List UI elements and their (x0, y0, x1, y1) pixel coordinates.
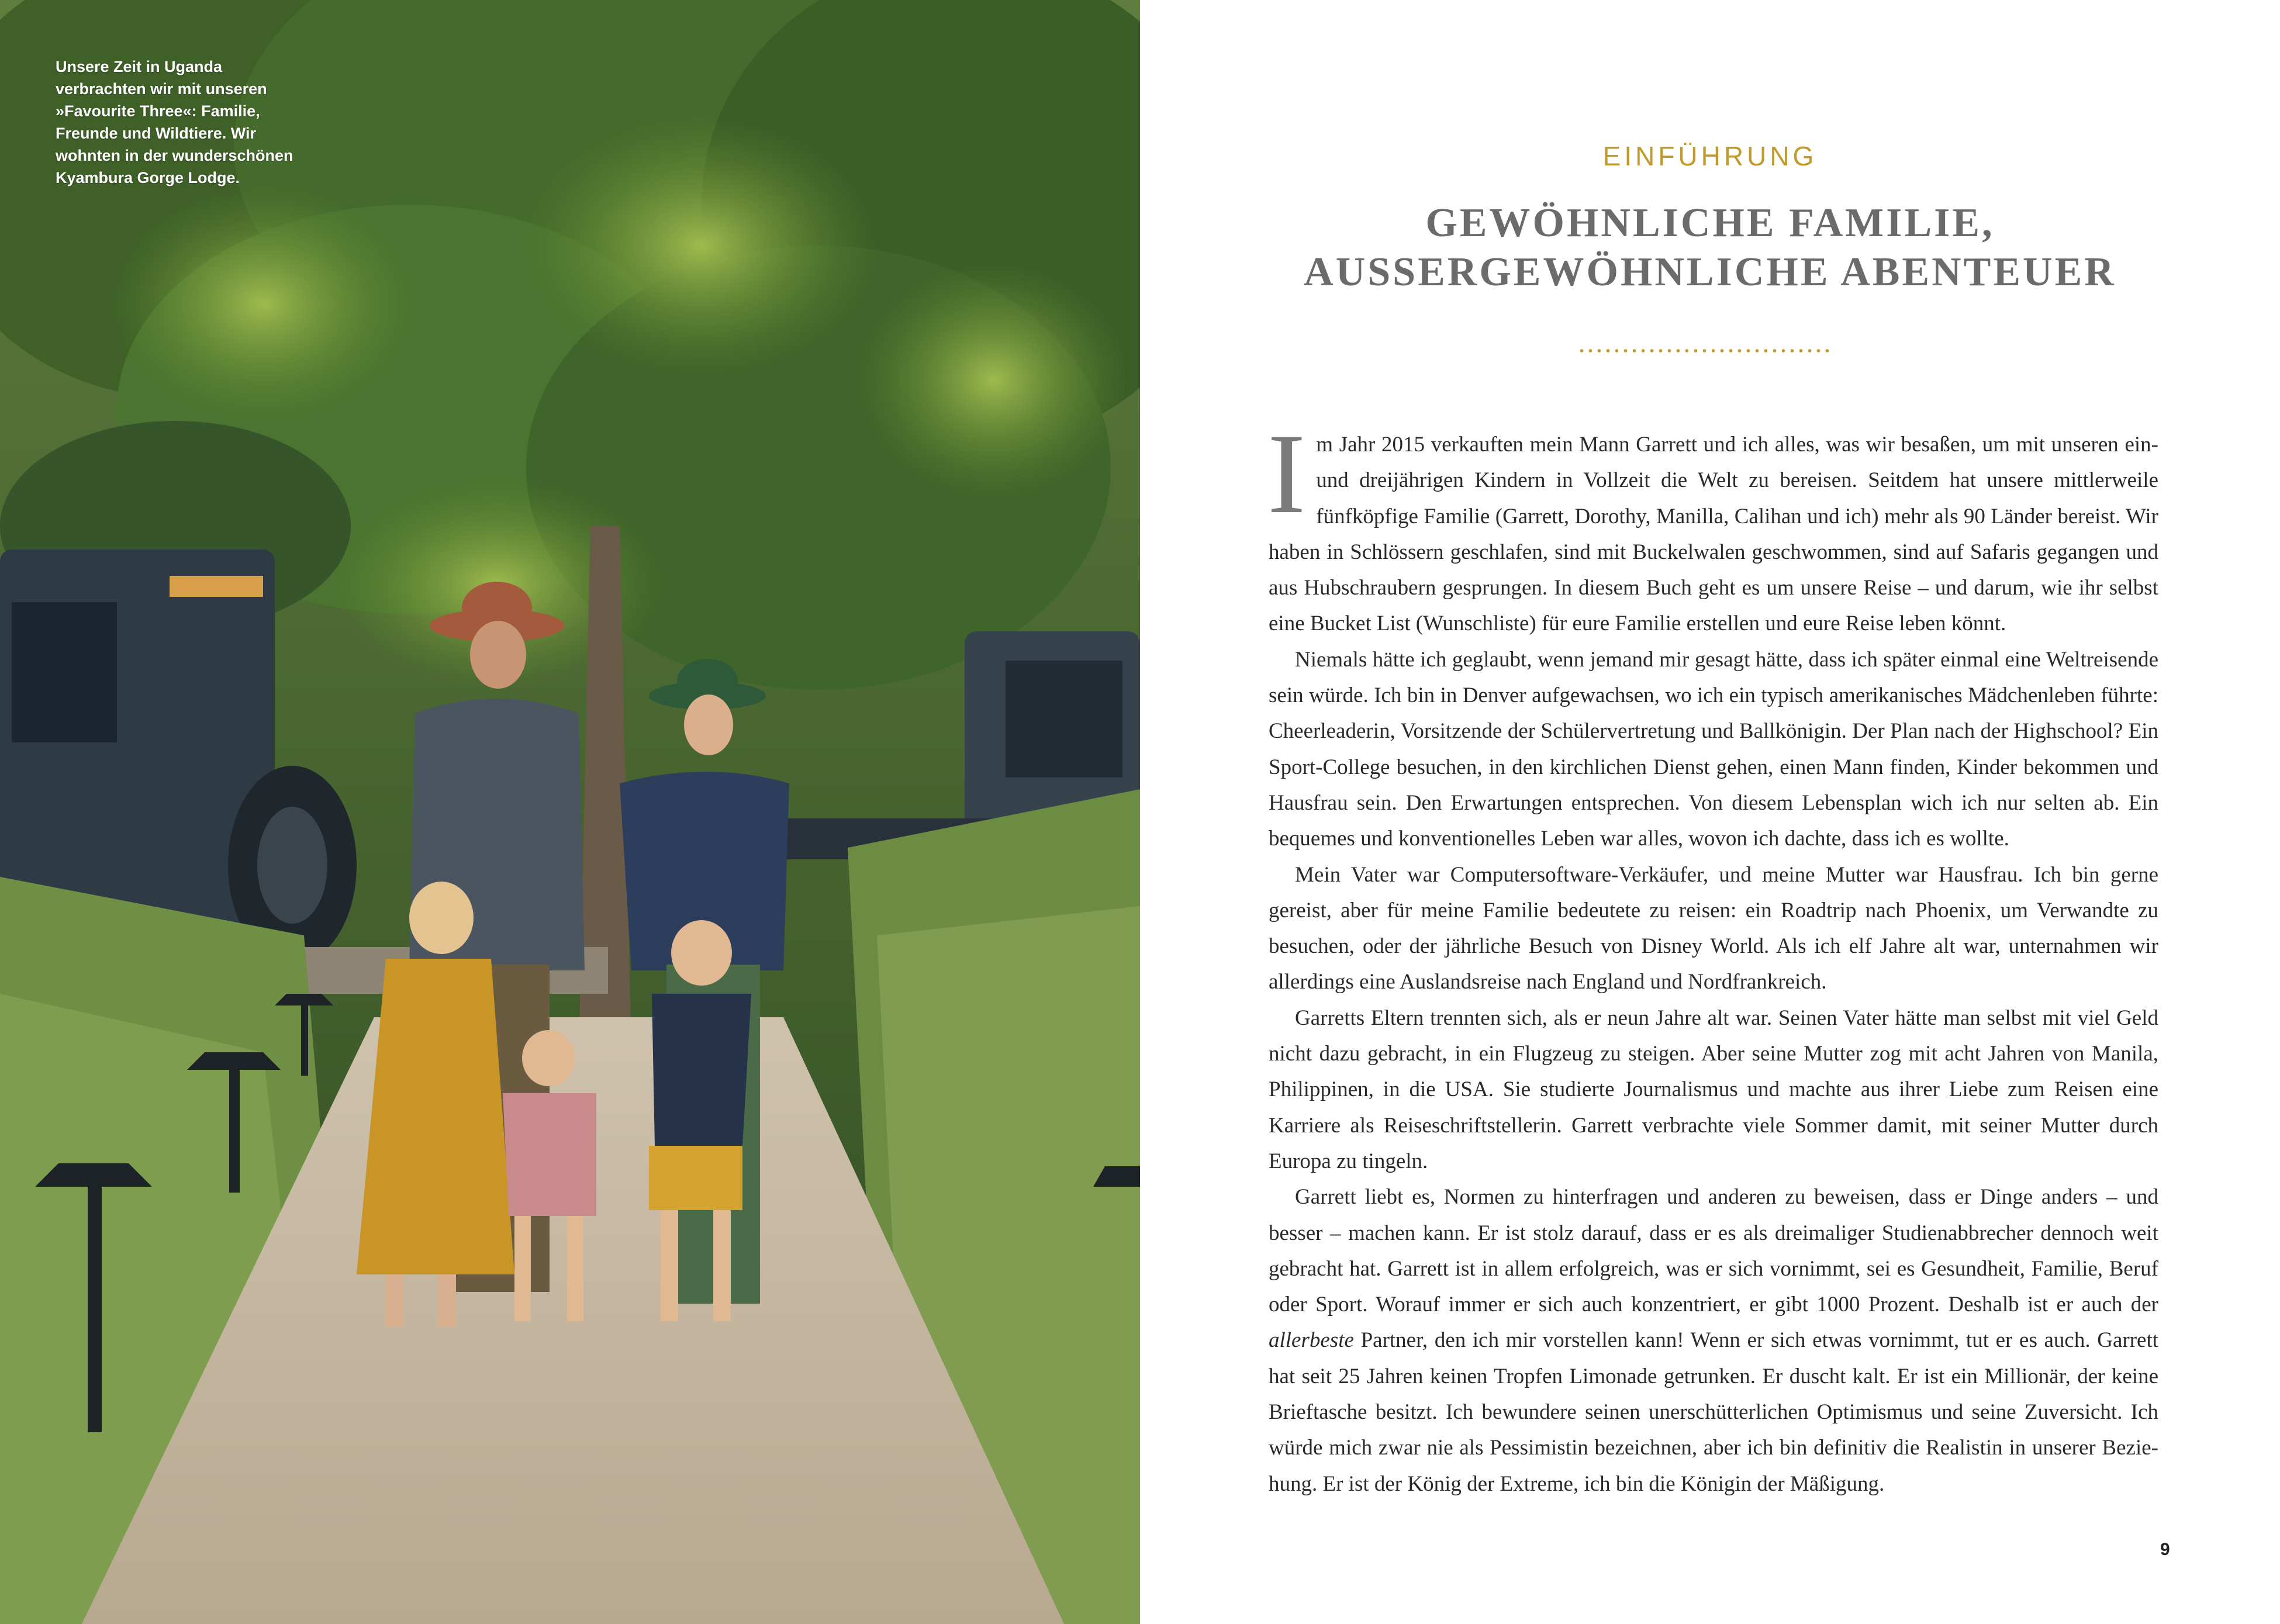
paragraph-5 (1269, 1179, 2158, 1502)
chapter-kicker: EINFÜHRUNG (1602, 141, 1818, 171)
chapter-title-line-1: GEWÖHNLICHE FAMILIE, (1425, 201, 1995, 246)
page-number: 9 (2160, 1540, 2170, 1559)
paragraph-3: Mein Vater war Computersoftware-Verkäufer, und meine Mutter war Hausfrau. Ich bin gerne gereist, aber für meine Familie bedeutete zu reisen: ein Roadtrip nach Phoenix, um Verwandte zu besuchen, oder der jährliche Besuch von Disney World. Als ich elf Jahre alt war, unternahmen wir allerdings eine Auslandsreise nach England und Nordfrankreich. (1269, 862, 2158, 994)
photo-caption: Unsere Zeit in Uganda verbrachten wir mit unseren »Favourite Three«: Familie, Freunde und Wildtiere. Wir wohnten in der wunderschönen Kyambura Gorge Lodge. (56, 58, 293, 186)
body-text (1267, 410, 2159, 1502)
text-page (1140, 0, 2280, 1624)
paragraph-2: Niemals hätte ich geglaubt, wenn jemand mir gesagt hätte, dass ich später einmal eine Weltreisende sein würde. Ich bin in Denver aufgewachsen, wo ich ein typisch amerikanisches Mädchenleben führte: Cheerleaderin, Vorsitzende der Schülervertretung und Ballkönigin. Der Plan nach der Highschool? Ein Sport-College besuchen, in den kirchlichen Dienst gehen, einen Mann finden, Kinder bekommen und Hausfrau sein. Den Erwartungen entsprechen. Von diesem Lebensplan wich ich nur selten ab. Ein bequemes und konventionelles Leben war alles, wovon ich dachte, dass ich es wollte. (1269, 647, 2158, 851)
chapter-title-line-2: AUSSERGEWÖHNLICHE ABENTEUER (1304, 250, 2116, 295)
chapter-title (1140, 199, 2280, 297)
paragraph-5-text-b: Partner, den ich mir vorstellen kann! Wenn er sich etwas vornimmt, tut er es auch. Garrett hat seit 25 Jahren keinen Tropfen Limonade getrunken. Er duscht kalt. Er ist ein Millionär, der keine Brieftasche besitzt. Ich bewundere seinen unerschütterlichen Optimismus und seine Zuversicht. Ich würde mich zwar nie als Pessimistin bezeichnen, aber ich bin definitiv die Realistin in unserer Beziehung. Er ist der König der Extreme, ich bin die Königin der Mäßigung. (1269, 1328, 2159, 1496)
paragraph-5-emphasis: allerbeste (1269, 1328, 1354, 1353)
paragraph-4: Garretts Eltern trennten sich, als er neun Jahre alt war. Seinen Vater hätte man selbst mit viel Geld nicht dazu gebracht, in ein Flugzeug zu steigen. Aber seine Mutter zog mit acht Jahren von Manila, Philippinen, in die USA. Sie studierte Journalismus und machte aus ihrer Liebe zum Reisen eine Karriere als Reiseschriftstellerin. Garrett verbrachte viele Sommer damit, mit seiner Mutter durch Europa zu tingeln. (1269, 1006, 2158, 1173)
drop-cap: I (1267, 410, 1306, 537)
paragraph-1 (1267, 410, 2158, 642)
paragraph-1-text: m Jahr 2015 verkauften mein Mann Garrett und ich alles, was wir besaßen, um mit unseren ein- und dreijährigen Kindern in Vollzeit die Welt zu bereisen. Seitdem hat unsere mittlerweile fünfköpfige Familie (Garrett, Dorothy, Manilla, Calihan und ich) mehr als 90 Länder bereist. Wir haben in Schlössern geschlafen, sind mit Buckelwalen geschwommen, sind auf Safaris gegangen und aus Hubschraubern gesprungen. In diesem Buch geht es um unsere Reise – und darum, wie ihr selbst eine Bucket List (Wunschliste) für eure Familie erstellen und eure Reise leben könnt. (1269, 433, 2158, 636)
dotted-divider (1577, 348, 1835, 353)
paragraph-5-text-a: Garrett liebt es, Normen zu hinterfragen und anderen zu beweisen, dass er Dinge anders – und besser – machen kann. Er ist stolz darauf, dass er es als dreimaliger Studienabbrecher dennoch weit gebracht hat. Garrett ist in allem erfolgreich, was er sich vornimmt, sei es Gesundheit, Familie, Beruf oder Sport. Worauf immer er sich auch konzentriert, er gibt 1000 Prozent. Deshalb ist er auch der (1269, 1185, 2158, 1317)
